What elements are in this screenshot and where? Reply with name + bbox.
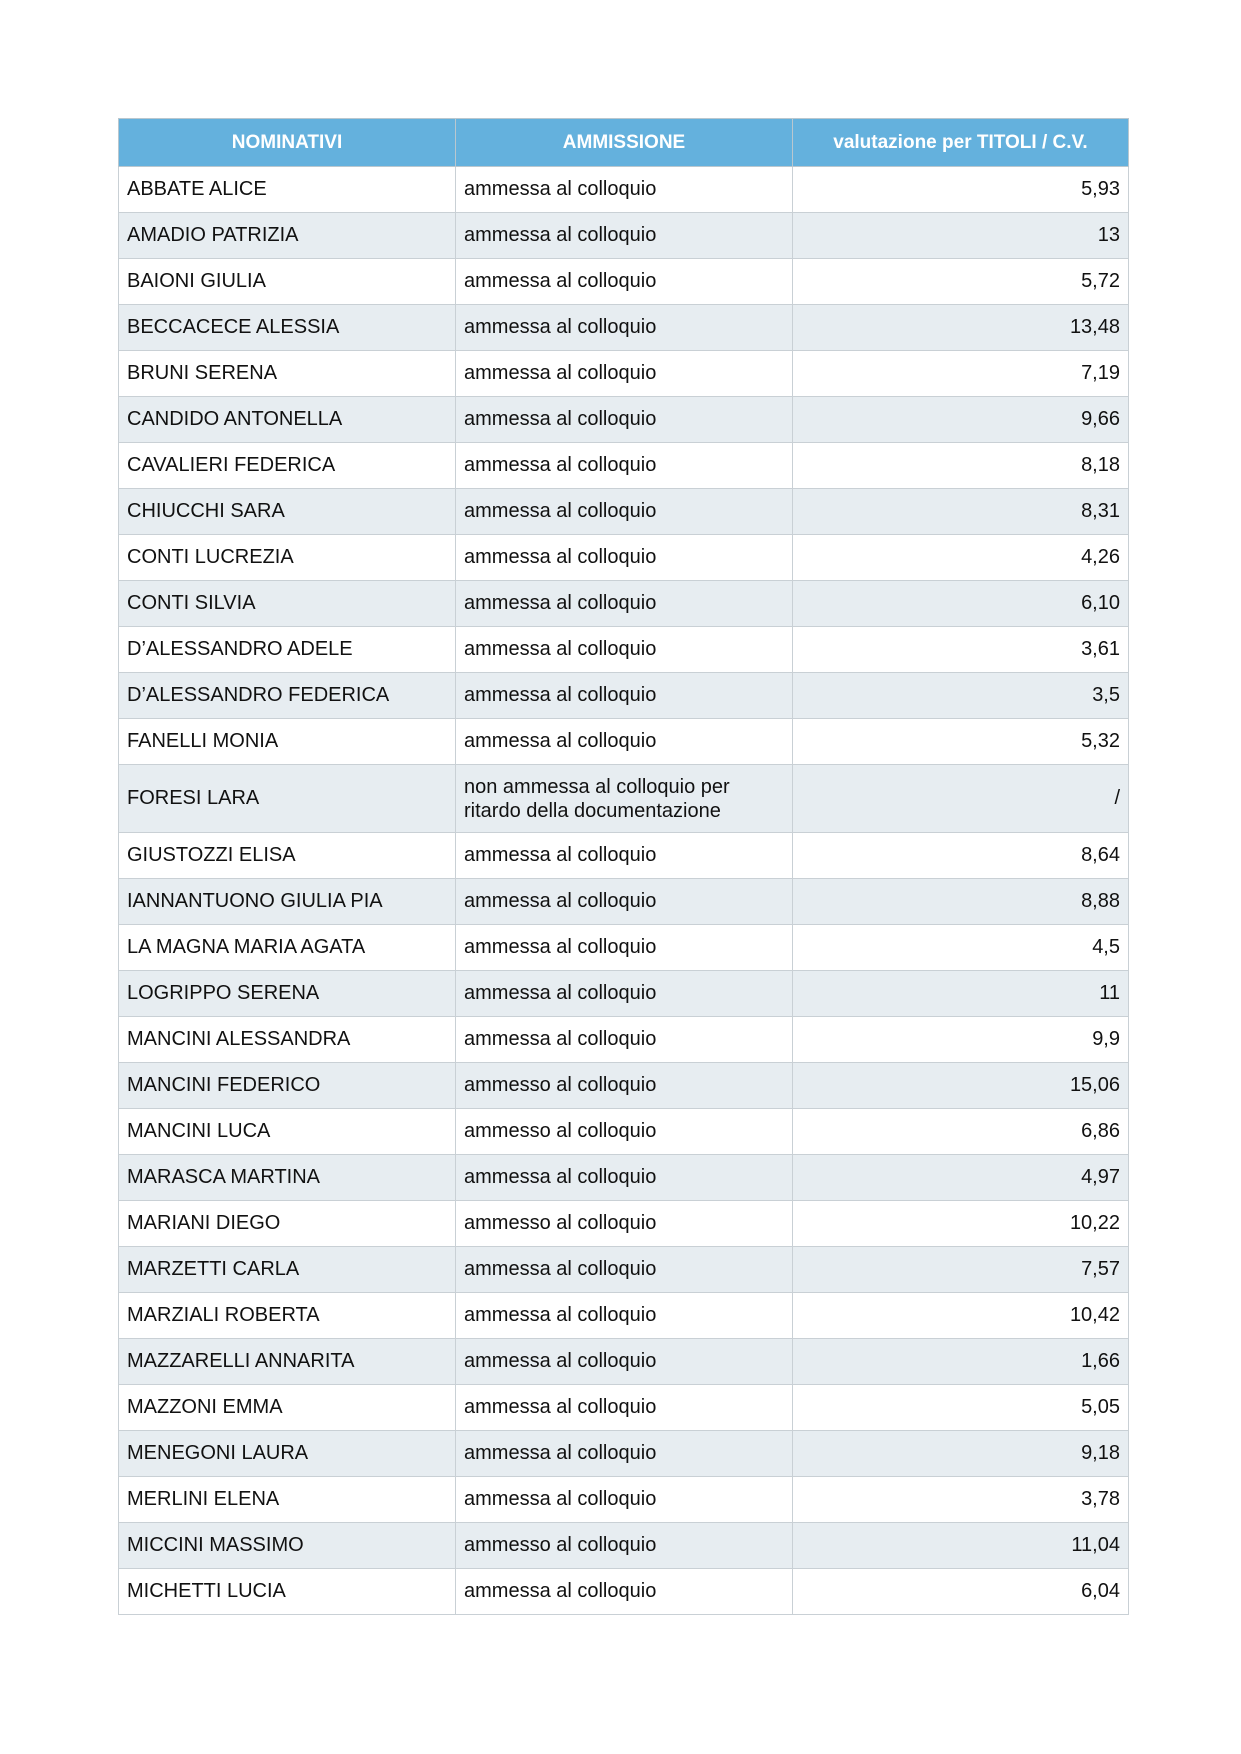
cell-nominativo: MAZZONI EMMA (119, 1385, 456, 1431)
table-row (119, 581, 1129, 627)
cell-ammissione: ammessa al colloquio (456, 1017, 793, 1063)
header-valutazione: valutazione per TITOLI / C.V. (793, 119, 1129, 167)
cell-valutazione: 9,18 (793, 1431, 1129, 1477)
cell-nominativo: LA MAGNA MARIA AGATA (119, 925, 456, 971)
cell-nominativo: ABBATE ALICE (119, 167, 456, 213)
cell-ammissione: ammessa al colloquio (456, 719, 793, 765)
cell-valutazione: 15,06 (793, 1063, 1129, 1109)
cell-nominativo: D’ALESSANDRO ADELE (119, 627, 456, 673)
cell-valutazione: 5,72 (793, 259, 1129, 305)
cell-nominativo: D’ALESSANDRO FEDERICA (119, 673, 456, 719)
table-row (119, 1109, 1129, 1155)
cell-nominativo: MERLINI ELENA (119, 1477, 456, 1523)
cell-nominativo: MICHETTI LUCIA (119, 1569, 456, 1615)
cell-nominativo: CHIUCCHI SARA (119, 489, 456, 535)
cell-ammissione: ammessa al colloquio (456, 1477, 793, 1523)
cell-nominativo: MANCINI FEDERICO (119, 1063, 456, 1109)
cell-valutazione: 13 (793, 213, 1129, 259)
cell-ammissione: ammessa al colloquio (456, 305, 793, 351)
cell-ammissione: ammessa al colloquio (456, 1431, 793, 1477)
cell-ammissione: non ammessa al colloquio per ritardo della documentazione (456, 765, 793, 833)
cell-valutazione: 8,88 (793, 879, 1129, 925)
cell-valutazione: 6,10 (793, 581, 1129, 627)
cell-ammissione: ammessa al colloquio (456, 397, 793, 443)
cell-valutazione: 13,48 (793, 305, 1129, 351)
cell-nominativo: MAZZARELLI ANNARITA (119, 1339, 456, 1385)
cell-nominativo: FORESI LARA (119, 765, 456, 833)
table-row (119, 925, 1129, 971)
table-row (119, 971, 1129, 1017)
cell-valutazione: 5,93 (793, 167, 1129, 213)
table-row (119, 765, 1129, 833)
cell-ammissione: ammessa al colloquio (456, 627, 793, 673)
table-row (119, 1569, 1129, 1615)
table-row (119, 1247, 1129, 1293)
cell-ammissione: ammessa al colloquio (456, 833, 793, 879)
cell-ammissione: ammessa al colloquio (456, 1339, 793, 1385)
cell-ammissione: ammessa al colloquio (456, 167, 793, 213)
cell-valutazione: 5,05 (793, 1385, 1129, 1431)
cell-valutazione: 4,5 (793, 925, 1129, 971)
cell-nominativo: CANDIDO ANTONELLA (119, 397, 456, 443)
cell-ammissione: ammessa al colloquio (456, 673, 793, 719)
cell-ammissione: ammessa al colloquio (456, 213, 793, 259)
cell-ammissione: ammessa al colloquio (456, 1155, 793, 1201)
cell-ammissione: ammessa al colloquio (456, 489, 793, 535)
cell-valutazione: 4,97 (793, 1155, 1129, 1201)
table-body (119, 167, 1129, 1615)
cell-nominativo: MANCINI LUCA (119, 1109, 456, 1155)
table-row (119, 1017, 1129, 1063)
table-row (119, 443, 1129, 489)
cell-nominativo: AMADIO PATRIZIA (119, 213, 456, 259)
cell-valutazione: 9,66 (793, 397, 1129, 443)
cell-ammissione: ammesso al colloquio (456, 1063, 793, 1109)
cell-valutazione: 3,78 (793, 1477, 1129, 1523)
cell-valutazione: 7,19 (793, 351, 1129, 397)
cell-valutazione: 3,5 (793, 673, 1129, 719)
cell-ammissione: ammesso al colloquio (456, 1201, 793, 1247)
cell-ammissione: ammessa al colloquio (456, 1385, 793, 1431)
table-row (119, 397, 1129, 443)
table-row (119, 213, 1129, 259)
cell-valutazione: / (793, 765, 1129, 833)
header-nominativi: NOMINATIVI (119, 119, 456, 167)
cell-valutazione: 9,9 (793, 1017, 1129, 1063)
header-row (119, 119, 1129, 167)
cell-valutazione: 6,86 (793, 1109, 1129, 1155)
cell-ammissione: ammesso al colloquio (456, 1109, 793, 1155)
cell-nominativo: MANCINI ALESSANDRA (119, 1017, 456, 1063)
cell-ammissione: ammessa al colloquio (456, 351, 793, 397)
table-row (119, 719, 1129, 765)
cell-nominativo: MICCINI MASSIMO (119, 1523, 456, 1569)
cell-valutazione: 3,61 (793, 627, 1129, 673)
cell-nominativo: MARASCA MARTINA (119, 1155, 456, 1201)
table-row (119, 489, 1129, 535)
cell-ammissione: ammessa al colloquio (456, 535, 793, 581)
cell-valutazione: 1,66 (793, 1339, 1129, 1385)
table-row (119, 351, 1129, 397)
table-row (119, 1201, 1129, 1247)
table-row (119, 879, 1129, 925)
table-row (119, 1293, 1129, 1339)
cell-valutazione: 6,04 (793, 1569, 1129, 1615)
results-table (118, 118, 1129, 1615)
table-row (119, 535, 1129, 581)
cell-valutazione: 4,26 (793, 535, 1129, 581)
cell-nominativo: CONTI LUCREZIA (119, 535, 456, 581)
cell-valutazione: 7,57 (793, 1247, 1129, 1293)
table-header (119, 119, 1129, 167)
table-row (119, 167, 1129, 213)
cell-valutazione: 8,18 (793, 443, 1129, 489)
table-row (119, 1523, 1129, 1569)
cell-nominativo: LOGRIPPO SERENA (119, 971, 456, 1017)
table-row (119, 1155, 1129, 1201)
table-row (119, 305, 1129, 351)
cell-nominativo: BRUNI SERENA (119, 351, 456, 397)
table-row (119, 1477, 1129, 1523)
cell-valutazione: 8,31 (793, 489, 1129, 535)
cell-nominativo: FANELLI MONIA (119, 719, 456, 765)
table-row (119, 833, 1129, 879)
cell-nominativo: CONTI SILVIA (119, 581, 456, 627)
cell-valutazione: 8,64 (793, 833, 1129, 879)
table-row (119, 1431, 1129, 1477)
cell-ammissione: ammessa al colloquio (456, 259, 793, 305)
cell-valutazione: 11 (793, 971, 1129, 1017)
cell-valutazione: 5,32 (793, 719, 1129, 765)
cell-ammissione: ammessa al colloquio (456, 1247, 793, 1293)
cell-ammissione: ammessa al colloquio (456, 443, 793, 489)
cell-ammissione: ammessa al colloquio (456, 1569, 793, 1615)
cell-ammissione: ammessa al colloquio (456, 879, 793, 925)
cell-ammissione: ammessa al colloquio (456, 925, 793, 971)
cell-nominativo: GIUSTOZZI ELISA (119, 833, 456, 879)
cell-nominativo: IANNANTUONO GIULIA PIA (119, 879, 456, 925)
cell-nominativo: MENEGONI LAURA (119, 1431, 456, 1477)
header-ammissione: AMMISSIONE (456, 119, 793, 167)
table-row (119, 259, 1129, 305)
table-row (119, 1339, 1129, 1385)
cell-valutazione: 11,04 (793, 1523, 1129, 1569)
cell-ammissione: ammesso al colloquio (456, 1523, 793, 1569)
table-row (119, 673, 1129, 719)
cell-nominativo: MARZIALI ROBERTA (119, 1293, 456, 1339)
cell-valutazione: 10,42 (793, 1293, 1129, 1339)
table-row (119, 1385, 1129, 1431)
table-row (119, 627, 1129, 673)
cell-valutazione: 10,22 (793, 1201, 1129, 1247)
cell-nominativo: BECCACECE ALESSIA (119, 305, 456, 351)
cell-ammissione: ammessa al colloquio (456, 1293, 793, 1339)
table-row (119, 1063, 1129, 1109)
cell-nominativo: CAVALIERI FEDERICA (119, 443, 456, 489)
cell-nominativo: MARZETTI CARLA (119, 1247, 456, 1293)
cell-ammissione: ammessa al colloquio (456, 581, 793, 627)
cell-ammissione: ammessa al colloquio (456, 971, 793, 1017)
cell-nominativo: MARIANI DIEGO (119, 1201, 456, 1247)
cell-nominativo: BAIONI GIULIA (119, 259, 456, 305)
